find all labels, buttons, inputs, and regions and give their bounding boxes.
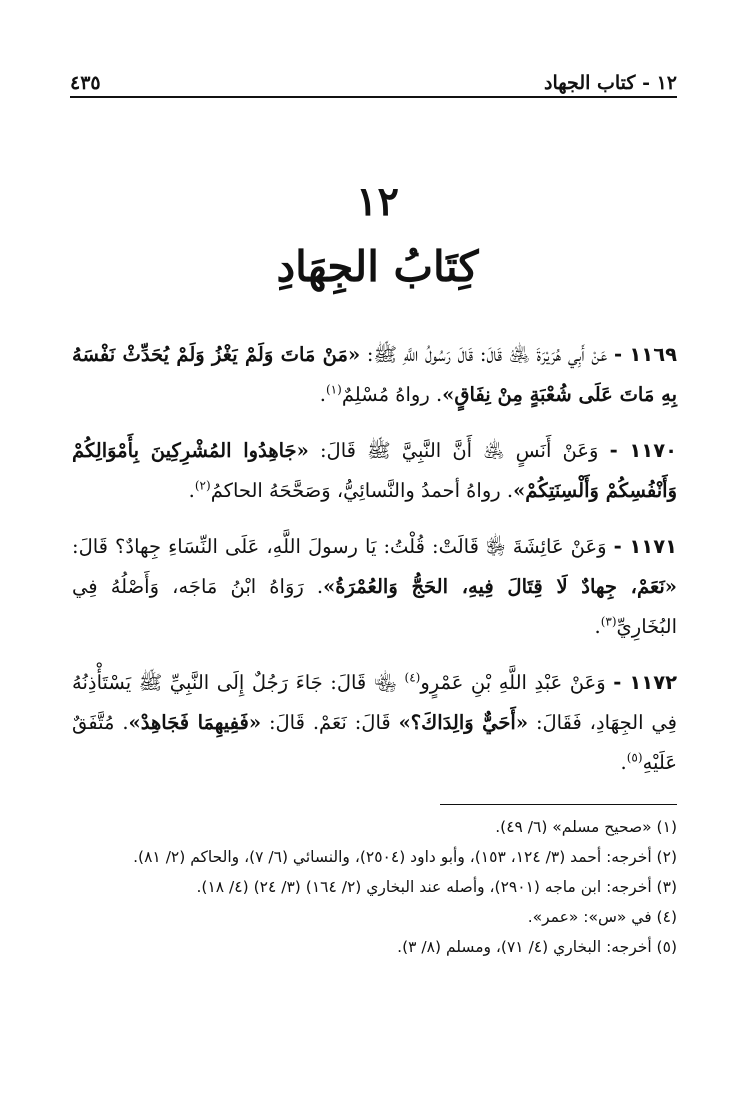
header-rule [70,96,677,98]
sentence-end: . [620,751,627,774]
footnote-marker: (١) [325,382,342,397]
hadith-1172 [72,663,677,783]
hadith-quote: «نَعَمْ، جِهادٌ لَا قِتَالَ فِيهِ، الحَجُّ وَالعُمْرَةُ» [323,575,677,598]
footnote-marker: (٤) [404,670,421,685]
hadith-number: ١١٦٩ - [613,343,678,366]
hadith-quote-2: «فَفِيهِمَا فَجَاهِدْ» [128,711,262,734]
footnote-4: (٤) في «س»: «عمر». [527,908,677,926]
hadith-1170 [72,431,677,511]
hadith-source: . مُتَّفَقٌ عَلَيْهِ [72,711,677,774]
hadith-narration: وَعَنْ عَبْدِ اللَّهِ بْنِ عَمْرٍو [420,671,606,694]
footnote-3: (٣) أخرجه: ابن ماجه (٢٩٠١)، وأصله عند البخاري (٢/ ١٦٤) (٣/ ٢٤) (٤/ ١٨). [196,878,677,896]
sentence-end: . [319,383,326,406]
hadith-number: ١١٧٢ - [613,671,677,694]
hadith-quote: «مَنْ مَاتَ وَلَمْ يَغْزُ وَلَمْ يُحَدِّثْ نَفْسَهُ بِهِ مَاتَ عَلَى شُعْبَةٍ مِنْ نِفَاقٍ» [72,343,677,406]
footnote-rule [440,804,677,805]
footnote-2: (٢) أخرجه: أحمد (٣/ ١٢٤، ١٥٣)، وأبو داود (٢٥٠٤)، والنسائي (٦/ ٧)، والحاكم (٢/ ٨١). [133,848,677,866]
hadith-source: . رواهُ أحمدُ والنَّسائِيُّ، وَصَحَّحَهُ الحاكمُ [210,479,514,502]
hadith-narration-continued: ﵄ قَالَ: جَاءَ رَجُلٌ إِلَى النَّبِيِّ ﷺ يَسْتَأْذِنُهُ فِي الجِهَادِ، فَقَالَ: [72,671,677,734]
chapter-title: كِتَابُ الجِهَادِ [276,242,479,291]
hadith-narration: وَعَنْ أَنَسٍ ﵁ أَنَّ النَّبِيَّ ﷺ قَالَ: [319,439,599,462]
running-chapter-title: ١٢ - كتاب الجهاد [544,72,677,94]
footnote-marker: (٣) [600,614,617,629]
footnote-1: (١) «صحيح مسلم» (٦/ ٤٩). [495,818,677,836]
hadith-source: . رواهُ مُسْلِمٌ [341,383,443,406]
sentence-end: . [594,615,601,638]
footnote-5: (٥) أخرجه: البخاري (٤/ ٧١)، ومسلم (٨/ ٣). [397,938,677,956]
page-number: ٤٣٥ [70,72,101,94]
hadith-reply: قَالَ: نَعَمْ. قَالَ: [268,711,391,734]
footnotes [72,812,677,962]
hadith-quote: «أَحَيٌّ وَالِدَاكَ؟» [398,711,529,734]
chapter-number: ١٢ [356,178,399,225]
hadith-number: ١١٧٠ - [609,439,678,462]
hadith-1169 [72,335,677,415]
footnote-marker: (٥) [626,750,643,765]
hadith-source: . رَوَاهُ ابْنُ مَاجَه، وَأَصْلُهُ فِي البُخَارِيِّ [72,575,677,638]
hadith-narration: عَنْ أَبِي هُرَيْرَةَ ﵁ قَالَ: قَالَ رَسُولُ اللَّهِ ﷺ: [366,343,608,366]
sentence-end: . [188,479,195,502]
hadith-body [72,335,677,799]
hadith-1171 [72,527,677,647]
footnote-marker: (٢) [194,478,211,493]
hadith-number: ١١٧١ - [613,535,677,558]
hadith-narration: وَعَنْ عَائِشَةَ ﵂ قَالَتْ: قُلْتُ: يَا رسولَ اللَّهِ، عَلَى النِّسَاءِ جِهادٌ؟ قَالَ: [72,535,607,558]
hadith-quote: «جَاهِدُوا المُشْرِكِينَ بِأَمْوَالِكُمْ وَأَنْفُسِكُمْ وَأَلْسِنَتِكُمْ» [72,439,677,502]
running-head [70,60,677,94]
